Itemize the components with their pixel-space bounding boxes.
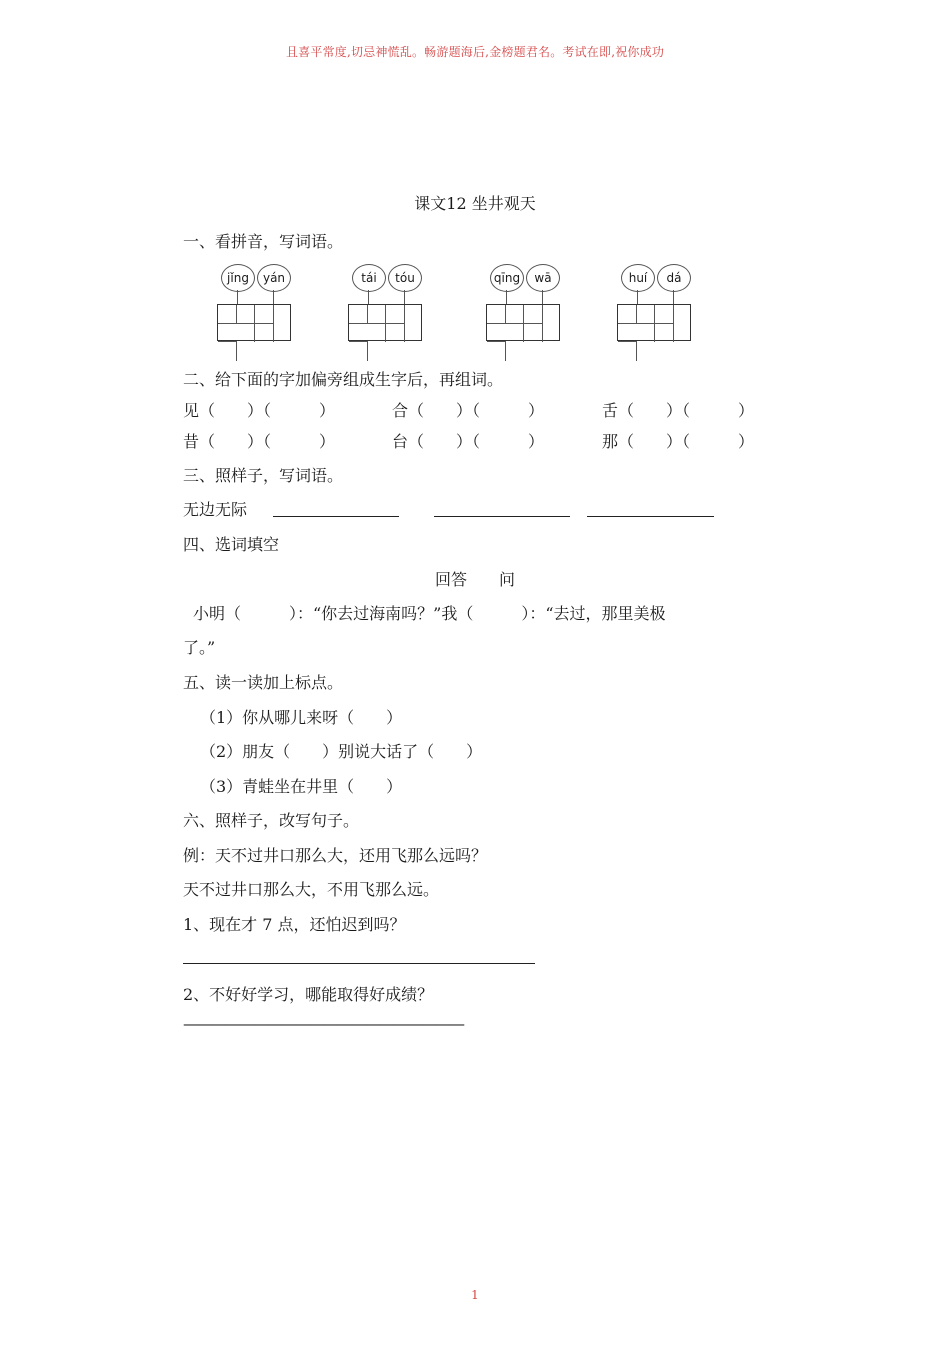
writing-grid[interactable] — [617, 304, 691, 341]
answer-line[interactable] — [183, 963, 535, 964]
answer-dashes[interactable]: ———————————————————— — [183, 1014, 463, 1033]
writing-grid[interactable] — [348, 304, 422, 341]
example-answer: 天不过井口那么大，不用飞那么远。 — [183, 880, 440, 899]
pinyin-bubble: yán — [257, 264, 291, 292]
pinyin-bubble: jǐng — [221, 264, 255, 292]
pinyin-group-2 — [346, 264, 426, 344]
answer-blank[interactable] — [273, 516, 399, 517]
answer-blank[interactable] — [587, 516, 714, 517]
pinyin-bubble: dá — [657, 264, 691, 292]
pinyin-group-4 — [615, 264, 695, 344]
fill-item[interactable]: 那（ ）（ ） — [602, 432, 755, 451]
header-note: 且喜平常度,切忌神慌乱。畅游题海后,金榜题君名。考试在即,祝你成功 — [285, 45, 665, 59]
pinyin-bubble: tái — [352, 264, 386, 292]
section-2-heading: 二、给下面的字加偏旁组成生字后，再组词。 — [183, 370, 504, 389]
fill-item[interactable]: 台（ ）（ ） — [392, 432, 545, 451]
word-options: 回答 问 — [434, 570, 515, 589]
fill-sentence[interactable]: 小明（ ）：“你去过海南吗？”我（ ）：“去过，那里美极 — [193, 604, 666, 623]
punct-item[interactable]: （1）你从哪儿来呀（ ） — [200, 708, 403, 727]
section-3-heading: 三、照样子，写词语。 — [183, 466, 344, 485]
fill-item[interactable]: 见（ ）（ ） — [183, 401, 336, 420]
pinyin-group-3 — [484, 264, 564, 344]
fill-item[interactable]: 昔（ ）（ ） — [183, 432, 336, 451]
question-1: 1、现在才 7 点，还怕迟到吗？ — [183, 915, 406, 934]
pinyin-bubble: huí — [621, 264, 655, 292]
writing-grid[interactable] — [486, 304, 560, 341]
writing-grid[interactable] — [217, 304, 291, 341]
pinyin-bubble: wā — [526, 264, 560, 292]
page-title: 课文12 坐井观天 — [414, 194, 536, 213]
example-word: 无边无际 — [183, 500, 248, 519]
section-1-heading: 一、看拼音，写词语。 — [183, 232, 344, 251]
question-2: 2、不好好学习，哪能取得好成绩？ — [183, 985, 434, 1004]
pinyin-group-1 — [215, 264, 295, 344]
pinyin-bubble: tóu — [388, 264, 422, 292]
section-6-heading: 六、照样子，改写句子。 — [183, 811, 360, 830]
fill-item[interactable]: 舌（ ）（ ） — [602, 401, 755, 420]
punct-item[interactable]: （2）朋友（ ）别说大话了（ ） — [200, 742, 483, 761]
section-5-heading: 五、读一读加上标点。 — [183, 673, 344, 692]
section-4-heading: 四、选词填空 — [183, 535, 280, 554]
punct-item[interactable]: （3）青蛙坐在井里（ ） — [200, 777, 403, 796]
answer-blank[interactable] — [434, 516, 570, 517]
fill-item[interactable]: 合（ ）（ ） — [392, 401, 545, 420]
page-number: 1 — [471, 1288, 479, 1302]
example-sentence: 例：天不过井口那么大，还用飞那么远吗？ — [183, 846, 488, 865]
pinyin-bubble: qīng — [490, 264, 524, 292]
fill-sentence-cont: 了。” — [183, 638, 216, 657]
